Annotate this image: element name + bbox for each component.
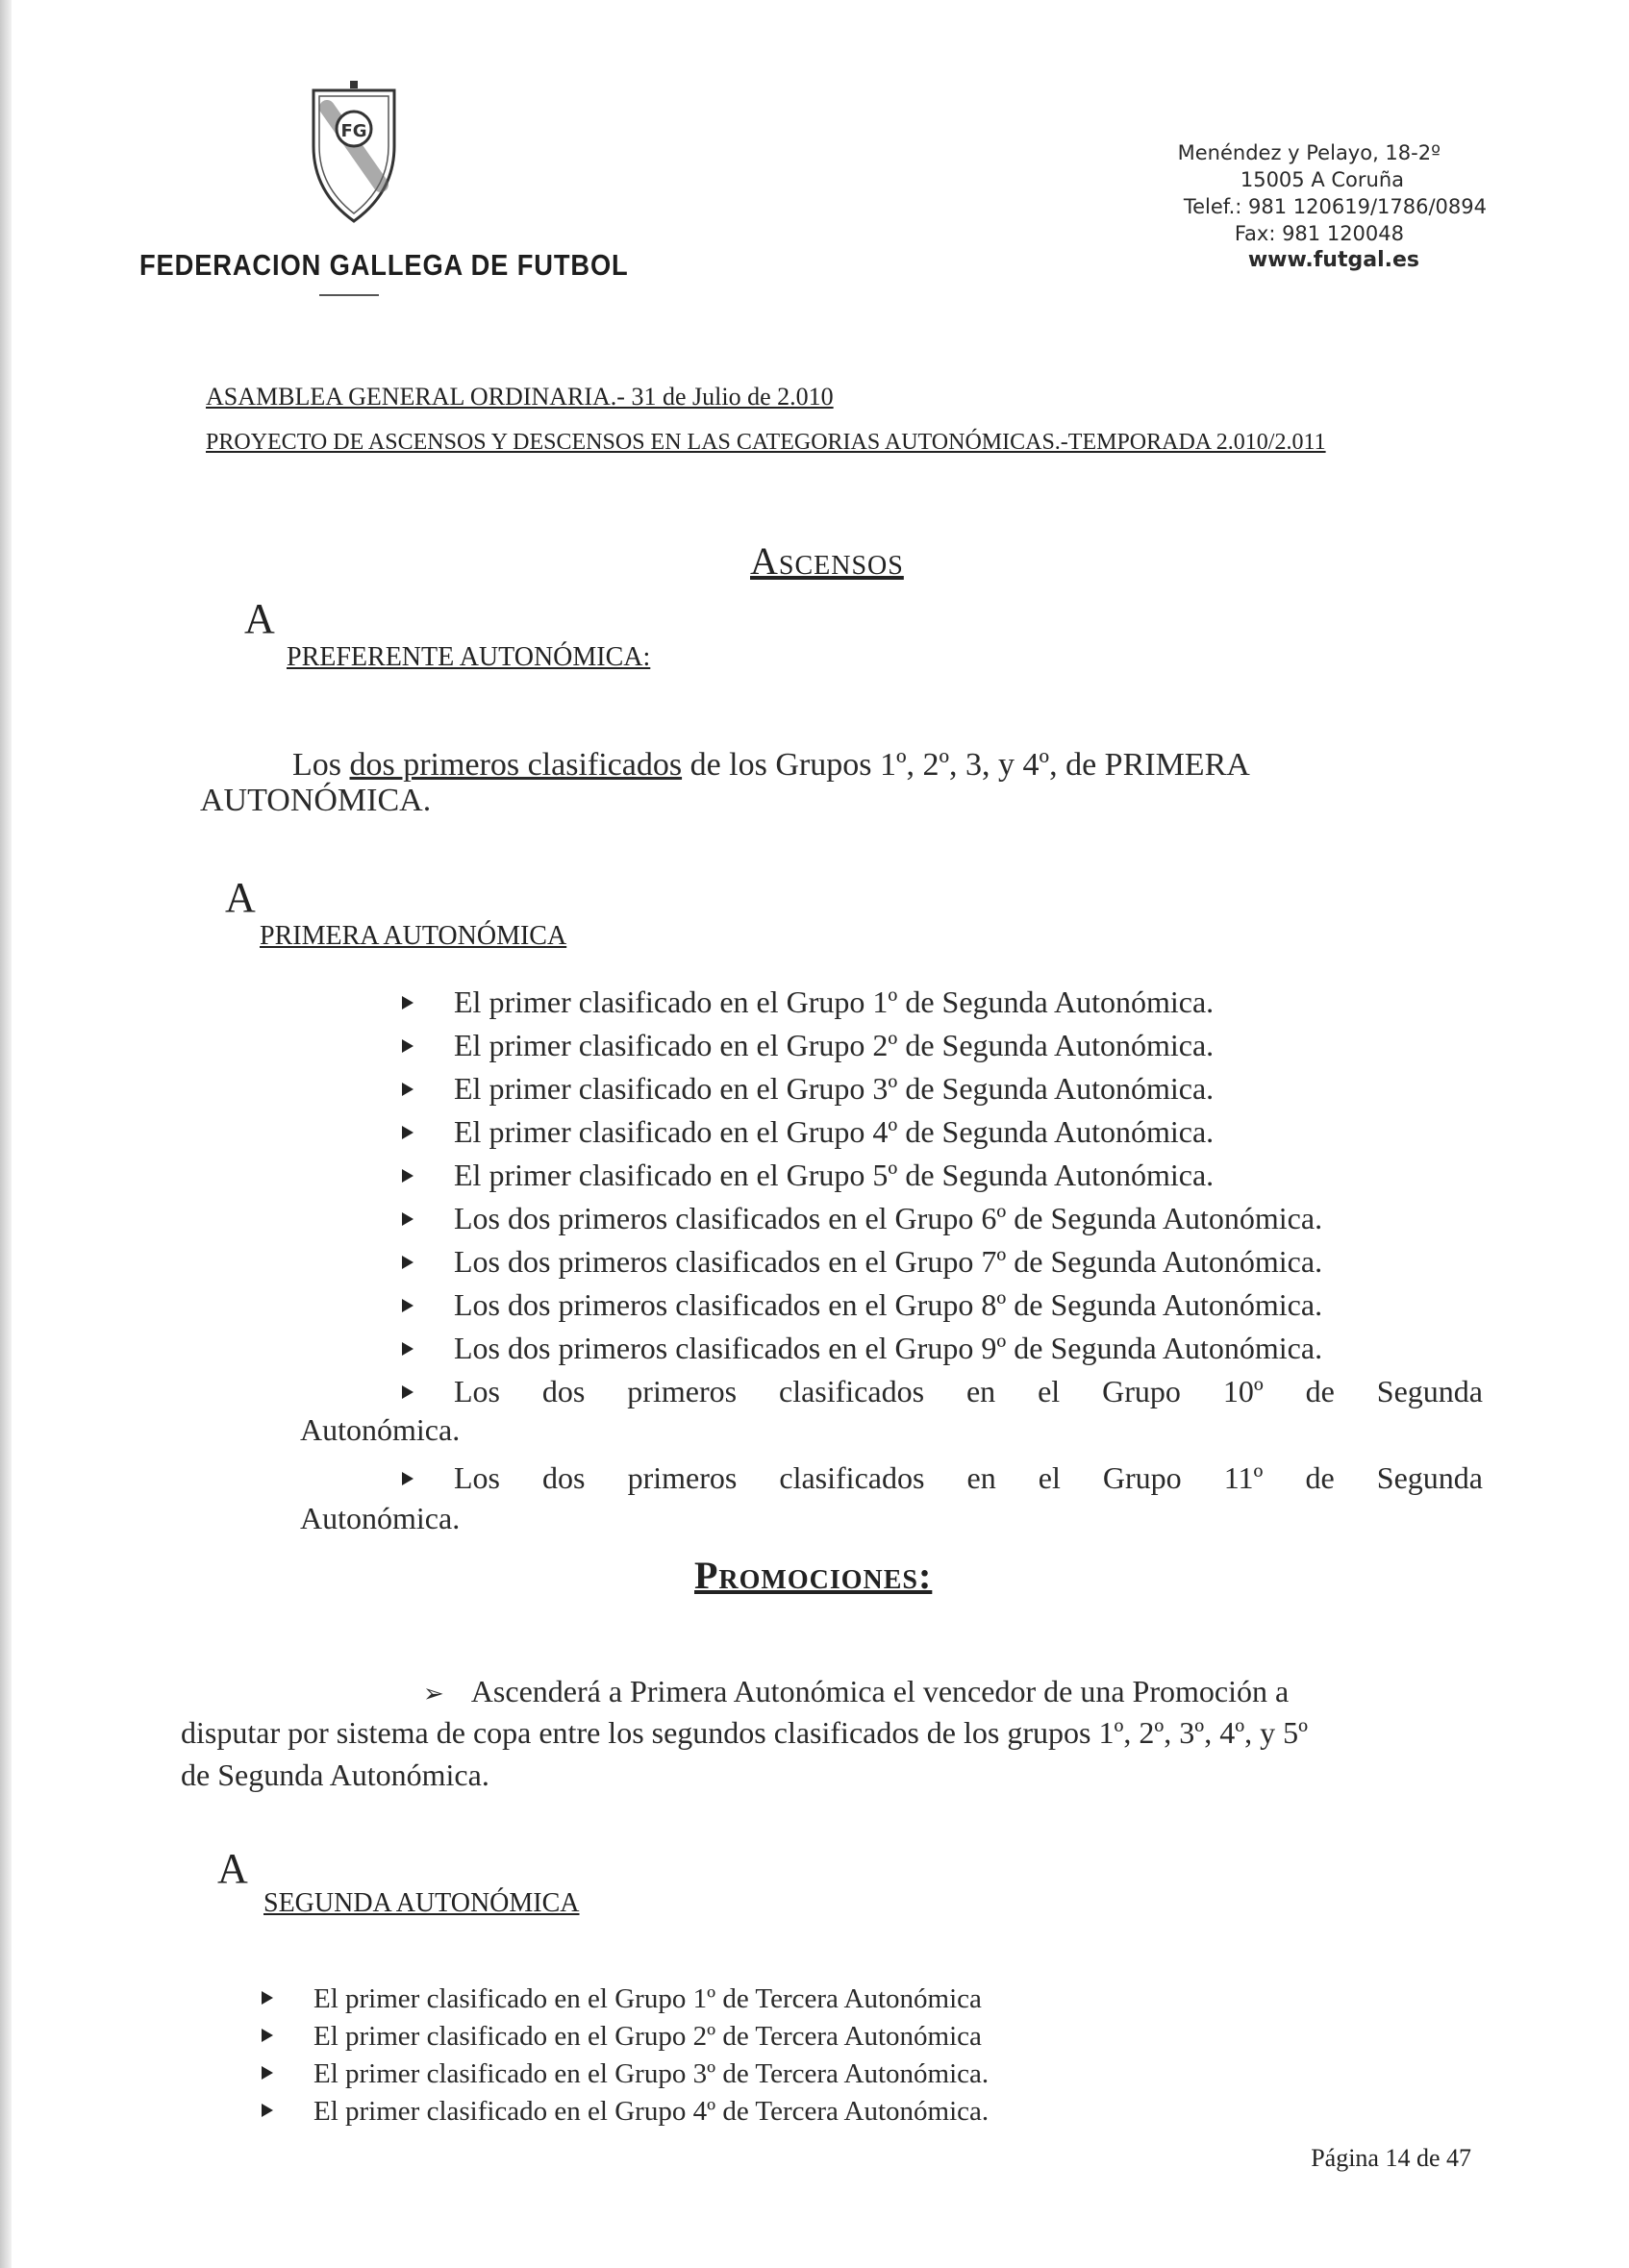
list-item: El primer clasificado en el Grupo 1º de Segunda Autonómica. xyxy=(402,984,1214,1020)
list-item: Los dos primeros clasificados en el Grupo 9º de Segunda Autonómica. xyxy=(402,1331,1322,1366)
arrowhead-bullet-icon: ➢ xyxy=(423,1680,444,1708)
fax-line: Fax: 981 120048 xyxy=(1234,222,1404,245)
bullet-triangle-icon xyxy=(402,1126,414,1139)
text-fragment: Los xyxy=(292,747,350,783)
bullet-triangle-icon xyxy=(402,996,414,1009)
bullet-triangle-icon xyxy=(402,1385,414,1399)
preferente-text-line2: AUTONÓMICA. xyxy=(200,783,432,818)
section-prefix: A xyxy=(217,1845,248,1892)
list-item: El primer clasificado en el Grupo 4º de Tercera Autonómica. xyxy=(262,2096,989,2128)
list-item: El primer clasificado en el Grupo 5º de Segunda Autonómica. xyxy=(402,1158,1214,1193)
org-name: FEDERACION GALLEGA DE FUTBOL xyxy=(139,248,629,282)
text-underlined: dos primeros clasificados xyxy=(349,747,683,783)
promociones-heading: Promociones: xyxy=(694,1554,933,1597)
list-item: El primer clasificado en el Grupo 1º de Tercera Autonómica xyxy=(262,1983,982,2015)
text-fragment: de los Grupos 1º, 2º, 3, y 4º, de PRIMERA xyxy=(682,747,1250,783)
list-item: Los dos primeros clasificados en el Grupo 6º de Segunda Autonómica. xyxy=(402,1201,1322,1236)
address-line-2: 15005 A Coruña xyxy=(1240,168,1404,191)
primera-heading: PRIMERA AUTONÓMICA xyxy=(260,921,567,951)
list-item: Los dos primeros clasificados en el Grupo 11º de Segunda xyxy=(402,1460,1483,1496)
list-item: El primer clasificado en el Grupo 2º de Segunda Autonómica. xyxy=(402,1028,1214,1063)
page-number: Página 14 de 47 xyxy=(1311,2144,1471,2172)
list-item: El primer clasificado en el Grupo 3º de Segunda Autonómica. xyxy=(402,1071,1214,1107)
website-link[interactable]: www.futgal.es xyxy=(1247,248,1419,272)
phone-line: Telef.: 981 120619/1786/0894 xyxy=(1183,195,1487,218)
section-prefix: A xyxy=(244,595,275,642)
ascensos-heading: Ascensos xyxy=(750,539,904,583)
address-line-1: Menéndez y Pelayo, 18-2º xyxy=(1177,141,1441,164)
bullet-triangle-icon xyxy=(262,2029,273,2042)
bullet-triangle-icon xyxy=(402,1299,414,1312)
list-item: El primer clasificado en el Grupo 4º de Segunda Autonómica. xyxy=(402,1114,1214,1150)
svg-text:FG: FG xyxy=(340,121,367,141)
preferente-text xyxy=(292,743,1494,787)
list-item: El primer clasificado en el Grupo 2º de Tercera Autonómica xyxy=(262,2021,982,2053)
list-item: Los dos primeros clasificados en el Grupo 7º de Segunda Autonómica. xyxy=(402,1244,1322,1280)
bullet-triangle-icon xyxy=(262,2066,273,2080)
scan-page-edge xyxy=(0,0,12,2268)
federation-crest-logo xyxy=(306,79,402,225)
segunda-heading: SEGUNDA AUTONÓMICA xyxy=(263,1888,580,1918)
bullet-triangle-icon xyxy=(402,1256,414,1269)
list-item: El primer clasificado en el Grupo 3º de Tercera Autonómica. xyxy=(262,2058,989,2090)
list-item-continuation: Autonómica. xyxy=(300,1412,461,1447)
preferente-heading: PREFERENTE AUTONÓMICA: xyxy=(287,642,651,672)
bullet-triangle-icon xyxy=(402,1342,414,1356)
bullet-triangle-icon xyxy=(402,1169,414,1183)
list-item-continuation: Autonómica. xyxy=(300,1501,461,1535)
list-item: Los dos primeros clasificados en el Grupo 8º de Segunda Autonómica. xyxy=(402,1287,1322,1323)
section-prefix: A xyxy=(225,874,256,921)
bullet-triangle-icon xyxy=(402,1472,414,1485)
bullet-triangle-icon xyxy=(262,1991,273,2005)
promociones-text-line3: de Segunda Autonómica. xyxy=(181,1757,489,1792)
project-title: PROYECTO DE ASCENSOS Y DESCENSOS EN LAS CATEGORIAS AUTONÓMICAS.-TEMPORADA 2.010/2.011 xyxy=(206,430,1326,455)
list-item: Los dos primeros clasificados en el Grupo 10º de Segunda xyxy=(402,1374,1483,1409)
bullet-triangle-icon xyxy=(262,2104,273,2117)
bullet-triangle-icon xyxy=(402,1212,414,1226)
bullet-triangle-icon xyxy=(402,1039,414,1053)
divider xyxy=(319,294,379,296)
assembly-title: ASAMBLEA GENERAL ORDINARIA.- 31 de Julio de 2.010 xyxy=(206,383,834,411)
bullet-triangle-icon xyxy=(402,1083,414,1096)
contact-block xyxy=(1178,139,1487,274)
promociones-text-line2: disputar por sistema de copa entre los segundos clasificados de los grupos 1º, 2º, 3º, 4º, y 5º xyxy=(181,1715,1309,1750)
promociones-text: ➢ Ascenderá a Primera Autonómica el vencedor de una Promoción a xyxy=(423,1674,1290,1708)
